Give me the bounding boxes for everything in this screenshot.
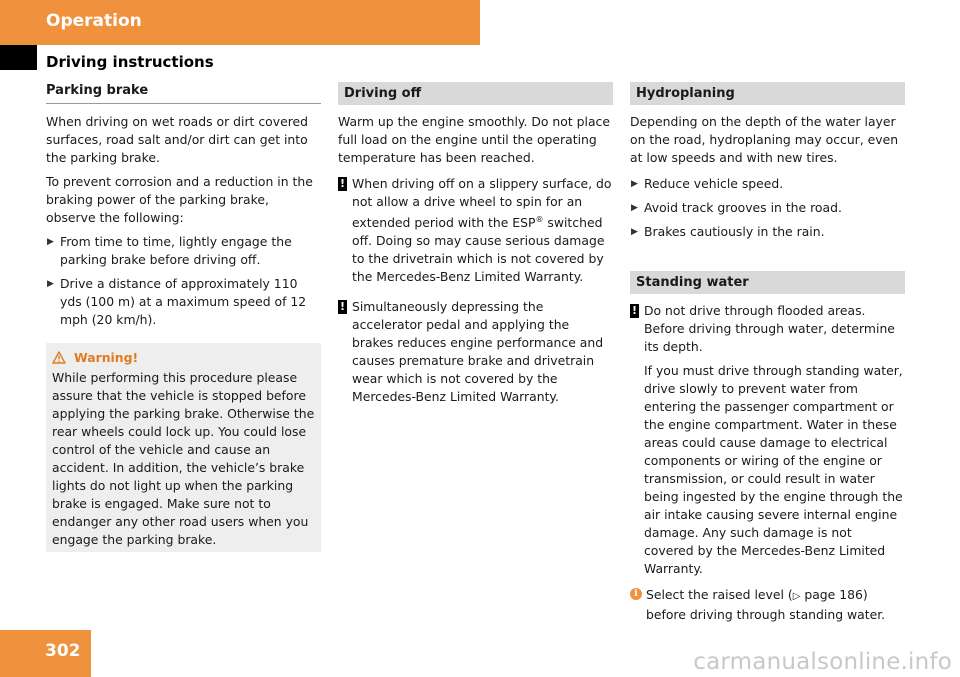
info-text: Select the raised level ( [646, 587, 793, 602]
warning-heading [52, 349, 315, 367]
note-text: When driving off on a slippery surface, do not allow a drive wheel to spin for an extended period with the ESP [352, 176, 612, 231]
list-item-text: Reduce vehicle speed. [644, 176, 784, 191]
paragraph: Warm up the engine smoothly. Do not place full load on the engine until the operating temperature has been reached. [338, 114, 610, 165]
standing-water-heading: Standing water [630, 271, 905, 294]
column-driving-off [338, 82, 613, 418]
note-text: switched off. Doing so may cause serious damage to the drivetrain which is not covered by the Mercedes-Benz Limited Warranty. [352, 215, 605, 285]
caution-note [630, 302, 905, 578]
list-item [630, 199, 905, 217]
warning-box [46, 343, 321, 552]
page-reference-icon: ▷ [792, 591, 801, 602]
list-item [630, 223, 905, 241]
warning-title: Warning! [74, 350, 139, 365]
list-item-text: Brakes cautiously in the rain. [644, 224, 825, 239]
exclamation-icon: ! [339, 300, 346, 314]
driving-off-heading: Driving off [338, 82, 613, 105]
list-item [630, 175, 905, 193]
arrow-right-icon: ▶ [47, 237, 54, 247]
watermark: carmanualsonline.info [693, 649, 952, 675]
caution-note [338, 175, 613, 286]
arrow-right-icon: ▶ [631, 227, 638, 237]
note-text: If you must drive through standing water, drive slowly to prevent water from entering the passenger compartment or the engine compartment. Water in these areas could cause damage to electrical components or wiring of the engine or transmission, or could result in water being ingested by the engine through the air intake causing severe internal engine damage. Any such damage is not covered by the Mercedes-Benz Limited Warranty. [644, 363, 903, 576]
list-item-text: From time to time, lightly engage the parking brake before driving off. [60, 234, 292, 267]
caution-note [338, 298, 613, 406]
page-number: 302 [45, 641, 81, 661]
parking-brake-heading: Parking brake [46, 82, 321, 104]
column-hydroplaning [630, 82, 905, 624]
note-text: Simultaneously depressing the accelerator pedal and applying the brakes reduces engine performance and causes premature brake and drivetrain wear which is not covered by the Mercedes-Benz Limited Warranty. [352, 299, 604, 405]
section-tab-marker [0, 45, 37, 70]
warning-triangle-icon [52, 351, 66, 364]
registered-mark: ® [535, 215, 544, 224]
arrow-right-icon: ▶ [631, 179, 638, 189]
list-item [46, 275, 321, 329]
arrow-right-icon: ▶ [47, 279, 54, 289]
column-parking-brake [46, 82, 321, 552]
exclamation-icon: ! [631, 304, 638, 317]
section-spacer [630, 247, 905, 271]
warning-text: While performing this procedure please assure that the vehicle is stopped before applying the parking brake. Otherwise the rear wheels could lock up. You could lose control of the vehicle and cause an accident. In addition, the vehicle’s brake lights do not light up when the parking brake is engaged. Make sure not to endanger any other road users when you engage the parking brake. [52, 370, 315, 547]
list-item-text: Avoid track grooves in the road. [644, 200, 842, 215]
exclamation-icon: ! [339, 177, 346, 190]
hydroplaning-heading: Hydroplaning [630, 82, 905, 105]
list-item [46, 233, 321, 269]
paragraph: When driving on wet roads or dirt covered surfaces, road salt and/or dirt can get into the parking brake. [46, 114, 309, 165]
page-subtitle: Driving instructions [46, 53, 214, 71]
paragraph: Depending on the depth of the water layer on the road, hydroplaning may occur, even at low speeds and with new tires. [630, 114, 899, 165]
info-text: page 186) before driving through standing water. [646, 587, 886, 622]
note-text: Do not drive through flooded areas. Before driving through water, determine its depth. [644, 303, 895, 354]
arrow-right-icon: ▶ [631, 203, 638, 213]
info-icon: i [630, 588, 642, 600]
paragraph: To prevent corrosion and a reduction in the braking power of the parking brake, observe the following: [46, 174, 313, 225]
info-note [630, 586, 905, 624]
section-title: Operation [46, 11, 142, 31]
list-item-text: Drive a distance of approximately 110 yds (100 m) at a maximum speed of 12 mph (20 km/h). [60, 276, 307, 327]
